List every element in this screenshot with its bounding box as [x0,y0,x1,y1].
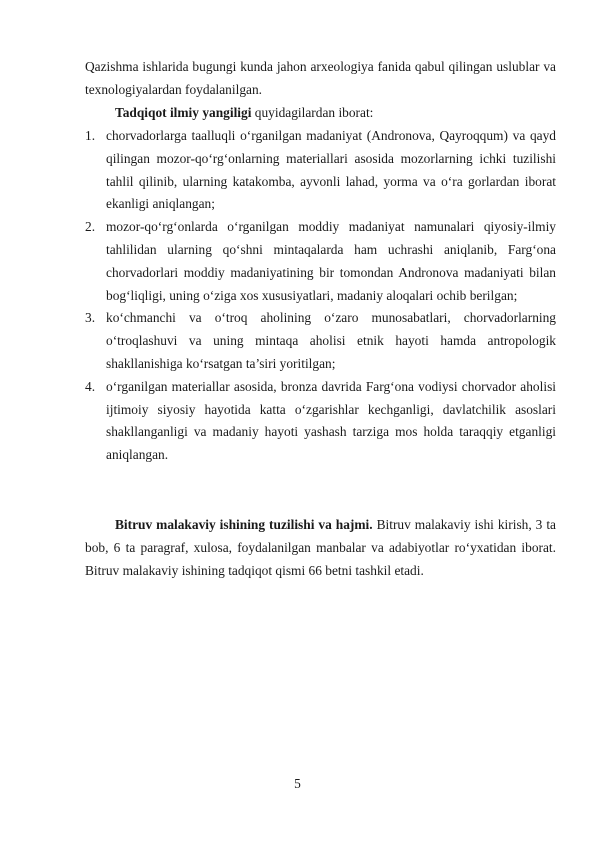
page-number: 5 [294,776,301,791]
list-item [85,125,556,216]
structure-paragraph [85,514,556,582]
list-item-text: mozor-qo‘rg‘onlarda o‘rganilgan moddiy madaniyat namunalari qiyosiy-ilmiy tahlilidan ularning qo‘shni mintaqalarda ham uchrashi aniqlanib, Farg‘ona chorvadorlari moddiy madaniyatining bir tomondan Andronova madaniyati bilan bog‘liqligi, uning o‘ziga xos xususiyatlari, madaniy aloqalari ochib berilgan; [106,219,556,303]
list-item-number: 2. [85,219,96,235]
list-item-text: chorvadorlarga taalluqli o‘rganilgan madaniyat (Andronova, Qayroqqum) va qayd qilingan mozor-qo‘rg‘onlarning materiallari asosida mozorlarning ichki tuzilishi tahlil qilinib, ularning katakomba, ayvonli lahad, yorma va o‘ra gorlardan iborat ekanligi aniqlangan; [106,128,556,212]
list-item-number: 1. [85,128,96,143]
list-item-number: 3. [85,310,96,326]
list-item-text: o‘rganilgan materiallar asosida, bronza davrida Farg‘ona vodiysi chorvador aholisi ijtimoiy siyosiy hayotida katta o‘zgarishlar kechganligi, davlatchilik asoslari shakllanganligi va madaniy hayoti yashash tarziga mos holda taraqqiy etganligi aniqlangan. [106,378,556,463]
structure-rest: Bitruv malakaviy ishi kirish, 3 ta bob, 6 ta paragraf, xulosa, foydalanilgan manbalar va adabiyotlar ro‘yxatidan iborat. Bitruv malakaviy ishining tadqiqot qismi 66 betni tashkil etadi. [85,517,557,578]
novelty-rest: quyidagilardan iborat: [251,105,374,120]
intro-paragraph: Qazishma ishlarida bugungi kunda jahon arxeologiya fanida qabul qilingan uslublar va texnologiyalardan foydalanilgan. [85,59,556,97]
list-item-text: ko‘chmanchi va o‘troq aholining o‘zaro munosabatlari, chorvadorlarning o‘troqlashuvi va uning mintaqa aholisi etnik hayoti hamda antropologik shakllanishiga ko‘rsatgan ta’siri yoritilgan; [106,310,556,371]
novelty-paragraph [85,102,556,125]
structure-heading: Bitruv malakaviy ishining tuzilishi va hajmi. [115,517,373,532]
novelty-list [85,125,556,467]
list-item [85,376,556,467]
list-item-number: 4. [85,378,96,394]
list-item [85,216,556,307]
list-item [85,307,556,375]
novelty-heading: Tadqiqot ilmiy yangiligi [115,105,252,120]
